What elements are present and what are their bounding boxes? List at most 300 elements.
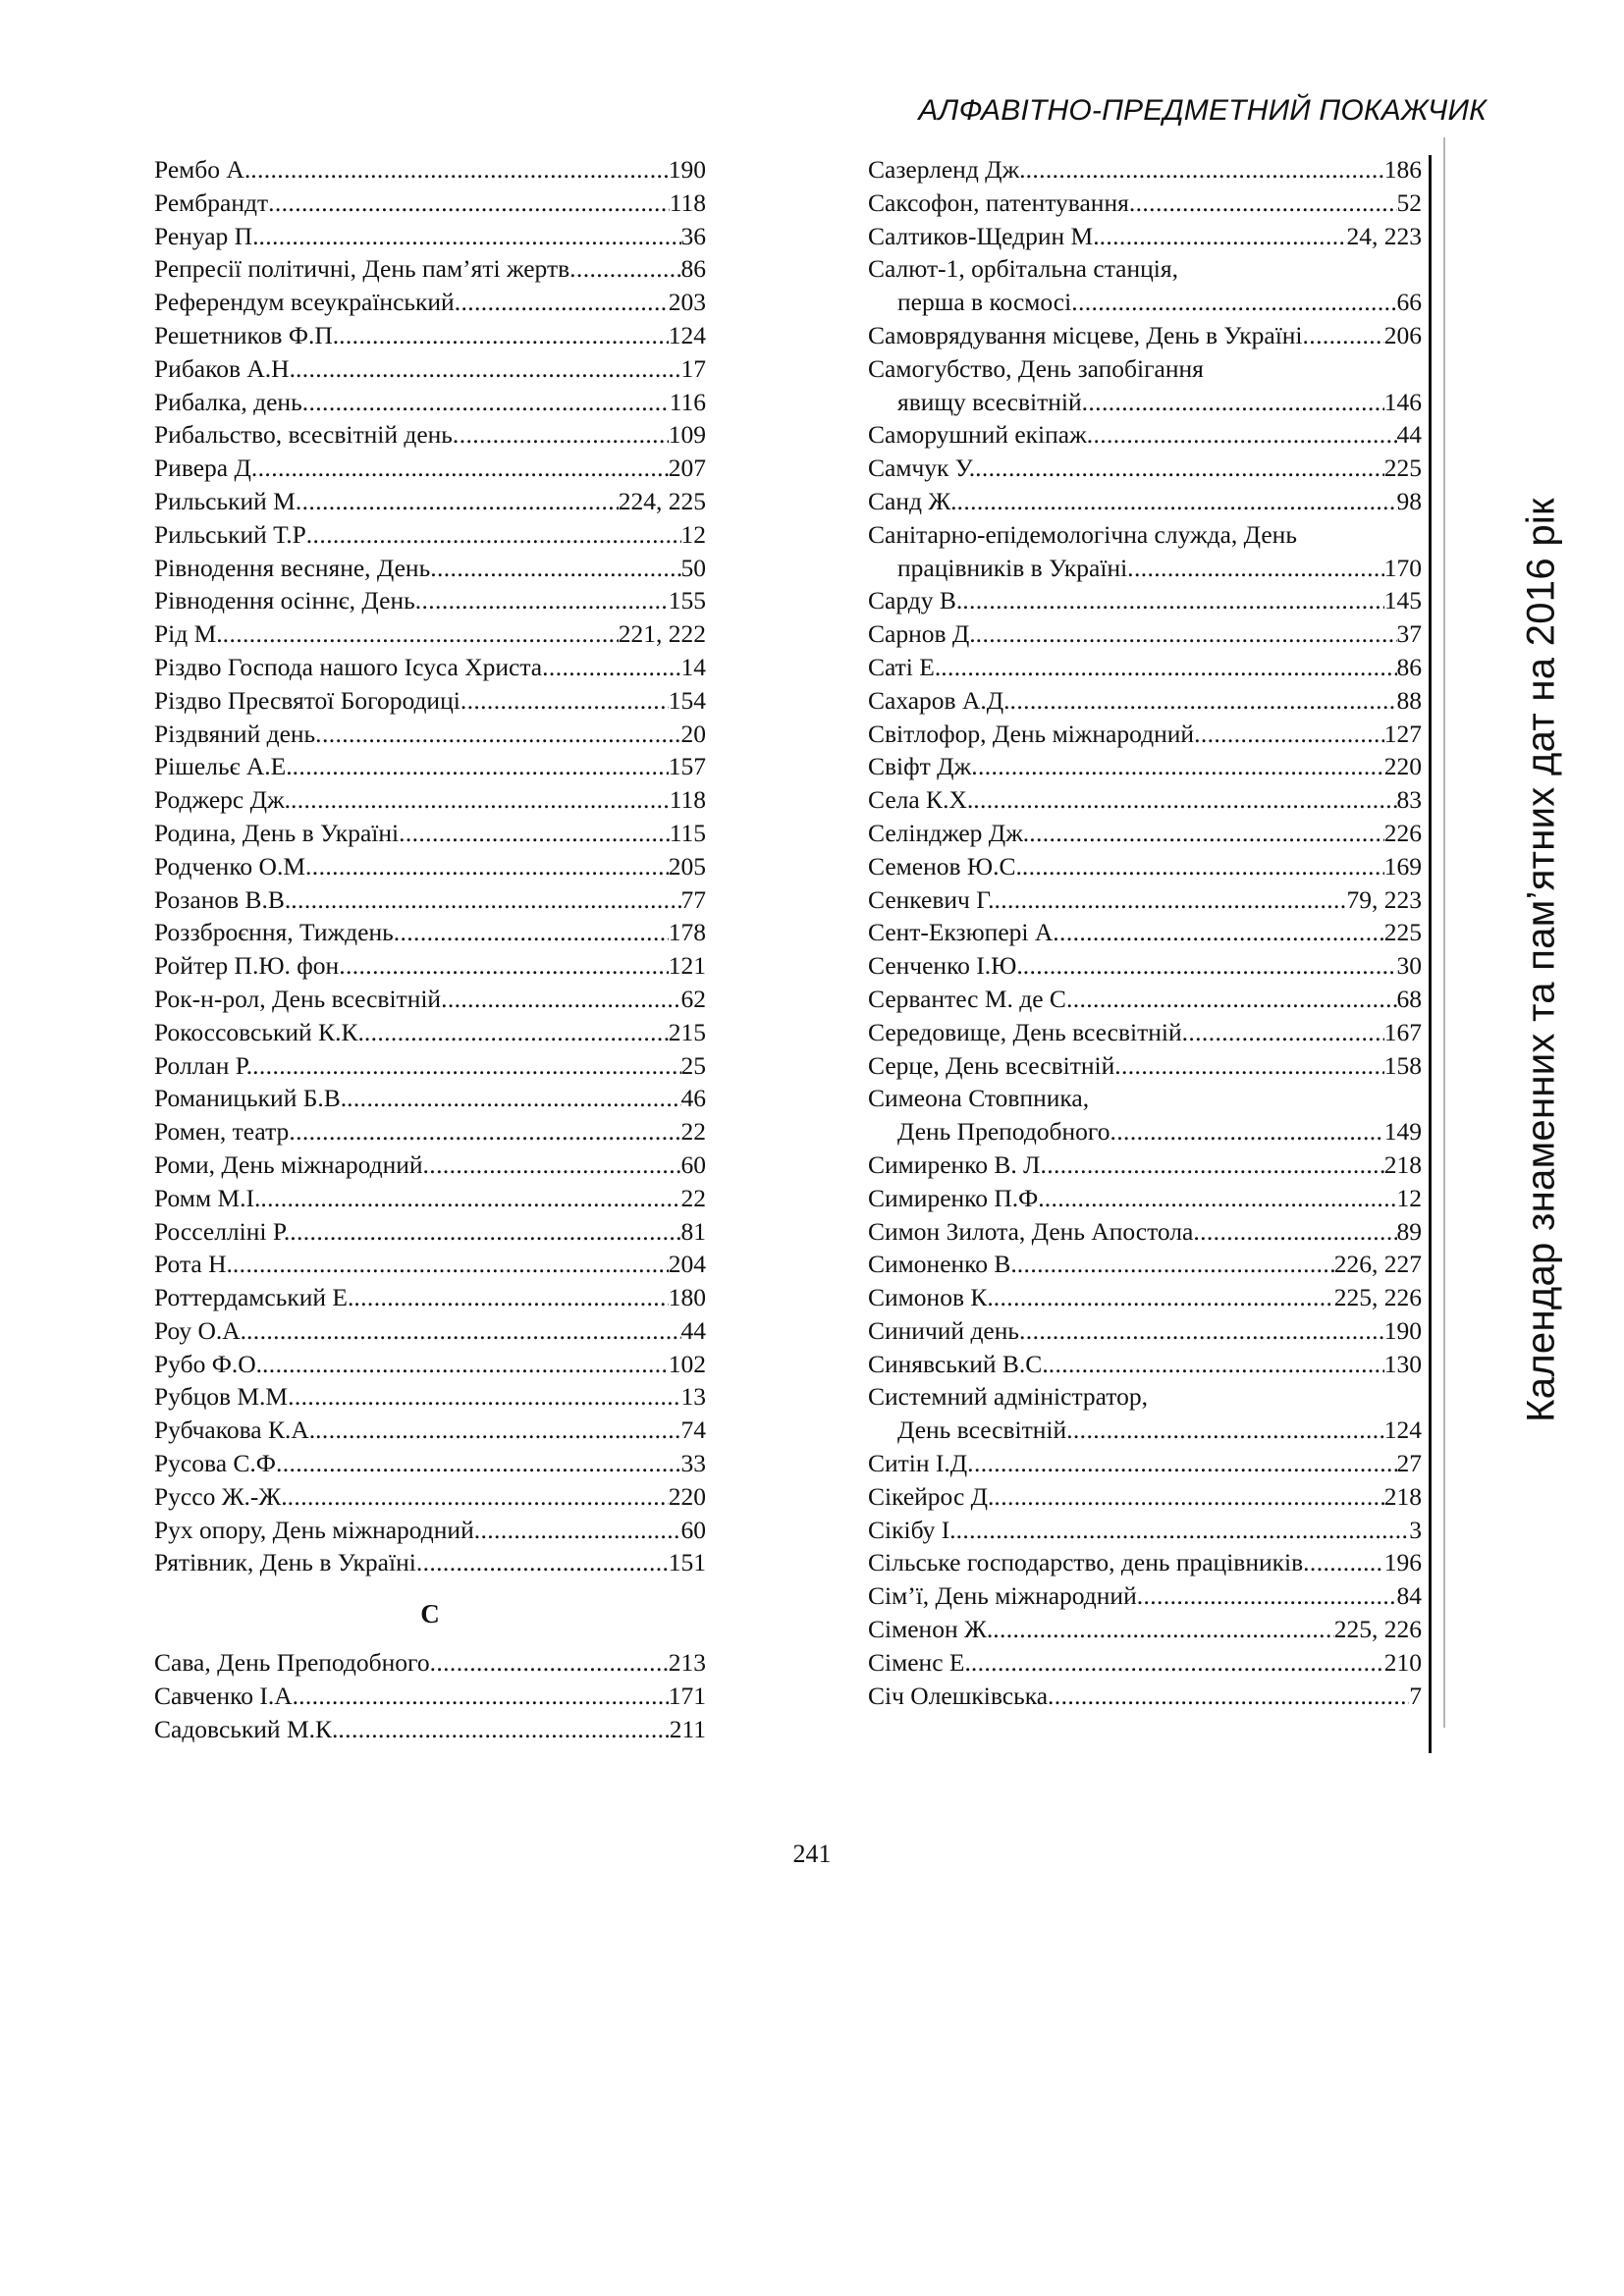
entry-page-ref: 44 [680,1315,706,1345]
entry-name: Референдум всеукраїнський [154,288,455,317]
entry-page-ref: 130 [1383,1349,1422,1378]
entry-page-ref: 157 [668,752,706,781]
entry-page-ref: 225, 226 [1333,1283,1422,1312]
entry-name: Січ Олешківська [868,1681,1049,1710]
dot-leader [1010,684,1397,718]
index-entry [154,153,706,187]
index-entry [868,949,1422,983]
entry-name: Симонов К. [868,1283,994,1312]
entry-page-ref: 204 [668,1250,706,1279]
entry-page-ref: 22 [680,1117,706,1147]
entry-page-ref: 81 [680,1216,706,1246]
index-entry [154,1082,706,1115]
entry-name: День всесвітній [897,1415,1067,1445]
index-entry [154,1215,706,1249]
entry-page-ref: 68 [1396,984,1422,1013]
entry-name: Різдвяний день [154,719,316,748]
entry-name: Рубо Ф.О. [154,1349,263,1378]
index-entry [868,850,1422,883]
entry-page-ref: 224, 225 [618,486,706,515]
index-entry [154,518,706,552]
index-entry [868,1546,1422,1579]
index-entry [868,418,1422,452]
entry-name: перша в космосі [897,288,1072,317]
index-entry [868,584,1422,617]
dot-leader [353,1281,668,1314]
entry-page-ref: 226, 227 [1333,1250,1422,1279]
index-entry [154,252,706,286]
entry-page-ref: 170 [1383,553,1422,582]
entry-name: Рівнодення весняне, День [154,553,431,582]
entry-page-ref: 84 [1396,1581,1422,1611]
dot-leader [1100,220,1347,253]
index-entry [868,187,1422,220]
dot-leader [291,883,680,917]
running-header: АЛФАВІТНО-ПРЕДМЕТНИЙ ПОКАЖЧИК [918,94,1487,127]
entry-name: Свіфт Дж [868,752,972,781]
dot-leader [1019,1314,1384,1348]
entry-page-ref: 83 [1396,785,1422,815]
dot-leader [956,1514,1410,1547]
dot-leader [1087,418,1397,452]
entry-page-ref: 60 [680,1149,706,1179]
entry-name: Рильський М [154,486,296,515]
dot-leader [305,850,669,883]
entry-page-ref: 86 [1396,652,1422,681]
entry-page-ref: 17 [680,353,706,383]
index-entry [868,1514,1422,1547]
entry-name: Різдво Пресвятої Богородиці [154,685,460,715]
entry-name: Саксофон, патентування [868,187,1129,217]
dot-leader [246,1314,680,1348]
index-entry [154,1348,706,1381]
index-entry [154,584,706,617]
index-entry [868,1447,1422,1480]
entry-page-ref: 89 [1396,1216,1422,1246]
entry-page-ref: 36 [680,221,706,250]
entry-name: Ривера Д [154,454,251,483]
entry-name: Сіменс Е. [868,1647,971,1677]
entry-page-ref: 226 [1383,818,1422,847]
dot-leader [251,452,669,485]
entry-name: Села К.Х. [868,785,974,815]
index-entry [868,319,1422,352]
index-entry [868,552,1422,585]
entry-name: Сенченко І.Ю. [868,951,1023,981]
index-entry [154,1182,706,1215]
index-entry [154,1680,706,1713]
dot-leader [1071,286,1396,319]
entry-page-ref: 210 [1383,1647,1422,1677]
margin-rule-thick [1429,155,1432,1753]
entry-page-ref: 86 [680,254,706,284]
index-entry [154,319,706,352]
entry-page-ref: 66 [1396,288,1422,317]
index-entry [154,916,706,949]
dot-leader [290,1215,680,1249]
entry-page-ref: 25 [680,1050,706,1080]
dot-leader [288,1380,680,1414]
index-entry [868,1016,1422,1049]
dot-leader [1066,983,1397,1016]
dot-leader [455,286,669,319]
entry-page-ref: 171 [668,1682,706,1711]
dot-leader [262,1348,669,1381]
entry-page-ref: 218 [1383,1481,1422,1511]
entry-name: Рембрандт [154,187,269,217]
index-entry [868,220,1422,253]
entry-name: Саморушний екіпаж [868,420,1087,450]
index-entry [154,1546,706,1579]
entry-page-ref: 151 [668,1548,706,1577]
entry-page-ref: 12 [1396,1183,1422,1212]
entry-page-ref: 149 [1383,1117,1422,1147]
entry-name: Селінджер Дж. [868,818,1030,847]
dot-leader [1048,1680,1409,1713]
entry-page-ref: 118 [669,785,706,815]
index-entry [154,187,706,220]
index-entry [868,286,1422,319]
entry-page-ref: 109 [668,420,706,450]
dot-leader [223,617,619,651]
entry-page-ref: 62 [680,984,706,1013]
entry-name: Семенов Ю.С. [868,851,1022,881]
index-column-left [154,153,706,1746]
dot-leader [1023,949,1397,983]
entry-name: Рубчакова К.А. [154,1415,316,1445]
dot-leader [289,1115,680,1148]
dot-leader [258,220,680,253]
index-entry [154,1514,706,1547]
dot-leader [1026,153,1384,187]
entry-name: Роми, День міжнародний [154,1149,423,1179]
entry-name: Репресії політичні, День пам’яті жертв [154,254,570,284]
dot-leader [1194,718,1384,751]
dot-leader [1082,386,1384,419]
index-entry [868,783,1422,817]
entry-name: Решетников Ф.П. [154,320,340,349]
entry-page-ref: 127 [1383,719,1422,748]
dot-leader [252,1049,680,1083]
entry-page-ref: 52 [1396,187,1422,217]
entry-page-ref: 3 [1409,1515,1422,1544]
entry-page-ref: 24, 223 [1346,221,1422,250]
dot-leader [993,1613,1334,1646]
index-entry [868,1646,1422,1680]
entry-name: Рильський Т.Р [154,519,306,549]
dot-leader [347,1082,680,1115]
dot-leader [250,153,669,187]
index-entry [868,153,1422,187]
dot-leader [268,187,670,220]
entry-name: Рух опору, День міжнародний [154,1515,474,1544]
entry-page-ref: 33 [680,1449,706,1478]
dot-leader [338,1713,669,1746]
index-entry-line: Симеона Стовпника, [868,1084,1090,1113]
index-entry [154,1314,706,1348]
entry-page-ref: 50 [680,553,706,582]
entry-name: Рембо А. [154,155,251,184]
entry-page-ref: 116 [669,387,706,416]
entry-page-ref: 60 [680,1515,706,1544]
index-entry [154,949,706,983]
index-entry [154,1646,706,1680]
entry-name: Рибалка, день [154,387,302,416]
dot-leader [1066,1414,1384,1447]
entry-page-ref: 30 [1396,951,1422,981]
dot-leader [1193,1215,1396,1249]
section-letter: С [420,1599,440,1629]
entry-page-ref: 124 [1383,1415,1422,1445]
index-entry [154,1380,706,1414]
entry-name: Синявський В.С. [868,1349,1049,1378]
dot-leader [1110,1115,1384,1148]
index-entry [868,1182,1422,1215]
index-entry [154,1414,706,1447]
dot-leader [1303,1546,1384,1579]
dot-leader [306,518,681,552]
entry-page-ref: 180 [668,1283,706,1312]
dot-leader [430,552,680,585]
entry-page-ref: 205 [668,851,706,881]
entry-name: Сахаров А.Д. [868,685,1010,715]
entry-name: Ройтер П.Ю. фон [154,951,340,981]
index-entry [154,617,706,651]
entry-page-ref: 167 [1383,1017,1422,1046]
entry-name: Сім’ї, День міжнародний [868,1581,1137,1611]
entry-page-ref: 145 [1383,586,1422,615]
entry-page-ref: 154 [668,685,706,715]
index-entry [868,718,1422,751]
entry-name: Роттердамський Е. [154,1283,354,1312]
entry-name: Середовище, День всесвітній [868,1017,1182,1046]
entry-page-ref: 44 [1396,420,1422,450]
entry-name: Синичий день [868,1315,1020,1345]
dot-leader [474,1514,681,1547]
index-entry-line: Системний адміністратор, [868,1382,1148,1412]
index-entry [868,983,1422,1016]
entry-page-ref: 77 [680,884,706,914]
entry-page-ref: 46 [680,1084,706,1113]
entry-name: Сент-Екзюпері А [868,918,1054,947]
entry-page-ref: 79, 223 [1346,884,1422,914]
dot-leader [1040,1148,1383,1182]
right-entries-list [868,153,1422,1712]
index-entry-line: Салют-1, орбітальна станція, [868,254,1178,284]
entry-page-ref: 13 [680,1382,706,1412]
entry-page-ref: 158 [1383,1050,1422,1080]
dot-leader [1114,1049,1384,1083]
index-entry [868,1348,1422,1381]
dot-leader [423,1148,681,1182]
entry-name: Ромм М.І. [154,1183,261,1212]
entry-page-ref: 206 [1383,320,1422,349]
dot-leader [302,386,670,419]
entry-page-ref: 14 [680,652,706,681]
entry-name: Рибальство, всесвітній день [154,420,453,450]
dot-leader [339,949,669,983]
index-entry-line: Самогубство, День запобігання [868,353,1204,383]
dot-leader [973,783,1396,817]
index-entry [154,485,706,518]
entry-page-ref: 203 [668,288,706,317]
entry-page-ref: 178 [668,918,706,947]
dot-leader [971,750,1384,783]
entry-name: Ренуар П. [154,221,259,250]
entry-name: Сікейрос Д. [868,1481,995,1511]
index-entry [154,552,706,585]
entry-page-ref: 88 [1396,685,1422,715]
entry-page-ref: 98 [1396,486,1422,515]
entry-name: Рішельє А.Е. [154,752,293,781]
dot-leader [569,252,680,286]
dot-leader [296,352,681,386]
index-entry [154,850,706,883]
entry-page-ref: 169 [1383,851,1422,881]
entry-name: Савченко І.А. [154,1682,299,1711]
entry-name: Самоврядування місцеве, День в Україні [868,320,1303,349]
entry-page-ref: 213 [668,1648,706,1678]
dot-leader [260,1182,680,1215]
index-entry [868,617,1422,651]
dot-leader [1137,1579,1397,1613]
dot-leader [453,418,669,452]
entry-page-ref: 196 [1383,1548,1422,1577]
entry-name: Сільське господарство, день працівників [868,1548,1304,1577]
index-entry [868,1314,1422,1348]
dot-leader [460,684,669,718]
entry-page-ref: 211 [669,1714,706,1743]
entry-name: Рокоссовський К.К. [154,1017,364,1046]
dot-leader [298,1680,669,1713]
entry-name: Рід М. [154,619,223,649]
entry-name: Росселліні Р. [154,1216,291,1246]
dot-leader [971,1646,1384,1680]
entry-name: Рота Н. [154,1250,233,1279]
entry-page-ref: 27 [1396,1449,1422,1478]
entry-name: Сарду В. [868,586,963,615]
entry-name: Ситін І.Д [868,1449,968,1478]
entry-page-ref: 115 [669,818,706,847]
index-entry [868,1281,1422,1314]
index-entry [154,983,706,1016]
entry-name: Сазерленд Дж. [868,155,1026,184]
dot-leader [975,452,1384,485]
entry-page-ref: 190 [668,155,706,184]
index-entry [868,1613,1422,1646]
entry-name: Серце, День всесвітній [868,1050,1115,1080]
index-entry [154,817,706,850]
entry-page-ref: 190 [1383,1315,1422,1345]
entry-page-ref: 220 [1383,752,1422,781]
entry-name: Симиренко П.Ф. [868,1183,1045,1212]
index-entry [868,1115,1422,1148]
entry-page-ref: 74 [680,1415,706,1445]
entry-page-ref: 121 [668,951,706,981]
dot-leader [291,783,670,817]
dot-leader [957,485,1397,518]
dot-leader [233,1248,669,1281]
index-entry [868,1049,1422,1083]
entry-name: Роджерс Дж. [154,785,291,815]
dot-leader [962,584,1384,617]
index-column-right [868,153,1422,1712]
dot-leader [1017,1248,1334,1281]
index-entry [868,386,1422,419]
entry-page-ref: 221, 222 [618,619,706,649]
entry-name: Садовський М.К. [154,1714,339,1743]
entry-page-ref: 220 [668,1481,706,1511]
index-entry [868,1215,1422,1249]
margin-rule-thin [1443,137,1445,1728]
index-entry [154,1281,706,1314]
entry-name: Родченко О.М [154,851,306,881]
entry-name: Роззброєння, Тиждень [154,918,394,947]
entry-name: Русова С.Ф [154,1449,276,1478]
index-entry [154,718,706,751]
dot-leader [315,1414,680,1447]
index-entry [868,651,1422,684]
entry-name: Рок-н-рол, День всесвітній [154,984,442,1013]
dot-leader [430,1646,669,1680]
entry-name: Родина, День в Україні [154,818,400,847]
dot-leader [1182,1016,1384,1049]
dot-leader [994,1480,1383,1514]
entry-name: Симоненко В. [868,1250,1017,1279]
dot-leader [394,916,669,949]
dot-leader [1022,850,1384,883]
index-entry [868,485,1422,518]
entry-name: Сенкевич Г. [868,884,995,914]
entry-page-ref: 225, 226 [1333,1615,1422,1644]
entry-name: явищу всесвітній [897,387,1082,416]
index-entry [868,817,1422,850]
entry-page-ref: 20 [680,719,706,748]
entry-name: День Преподобного [897,1117,1110,1147]
dot-leader [339,319,669,352]
entry-name: Ромен, театр [154,1117,290,1147]
entry-page-ref: 218 [1383,1149,1422,1179]
entry-name: Рибаков А.Н. [154,353,296,383]
dot-leader [288,1480,669,1514]
entry-page-ref: 207 [668,454,706,483]
index-entry [154,386,706,419]
dot-leader [967,1447,1396,1480]
index-entry [154,452,706,485]
index-entry [154,418,706,452]
entry-name: Сіменон Ж. [868,1615,994,1644]
entry-name: Різдво Господа нашого Ісуса Христа [154,652,543,681]
index-entry-line: Санітарно-епідемологічна служда, День [868,519,1297,549]
dot-leader [276,1447,681,1480]
index-entry [154,1148,706,1182]
index-entry [154,1016,706,1049]
left-entries-list [154,153,706,1579]
entry-name: Рівнодення осіннє, День [154,586,415,615]
side-book-title: Календар знаменних та пам’ятних дат на 2016 рік [1519,498,1563,1422]
entry-name: Салтиков-Щедрин М. [868,221,1100,250]
dot-leader [1053,916,1383,949]
dot-leader [416,1546,669,1579]
entry-page-ref: 12 [680,519,706,549]
dot-leader [315,718,680,751]
index-entry [154,684,706,718]
entry-name: Рятівник, День в Україні [154,1548,416,1577]
entry-name: Світлофор, День міжнародний [868,719,1195,748]
entry-page-ref: 186 [1383,155,1422,184]
entry-name: Саті Е. [868,652,942,681]
entry-name: Санд Ж. [868,486,957,515]
